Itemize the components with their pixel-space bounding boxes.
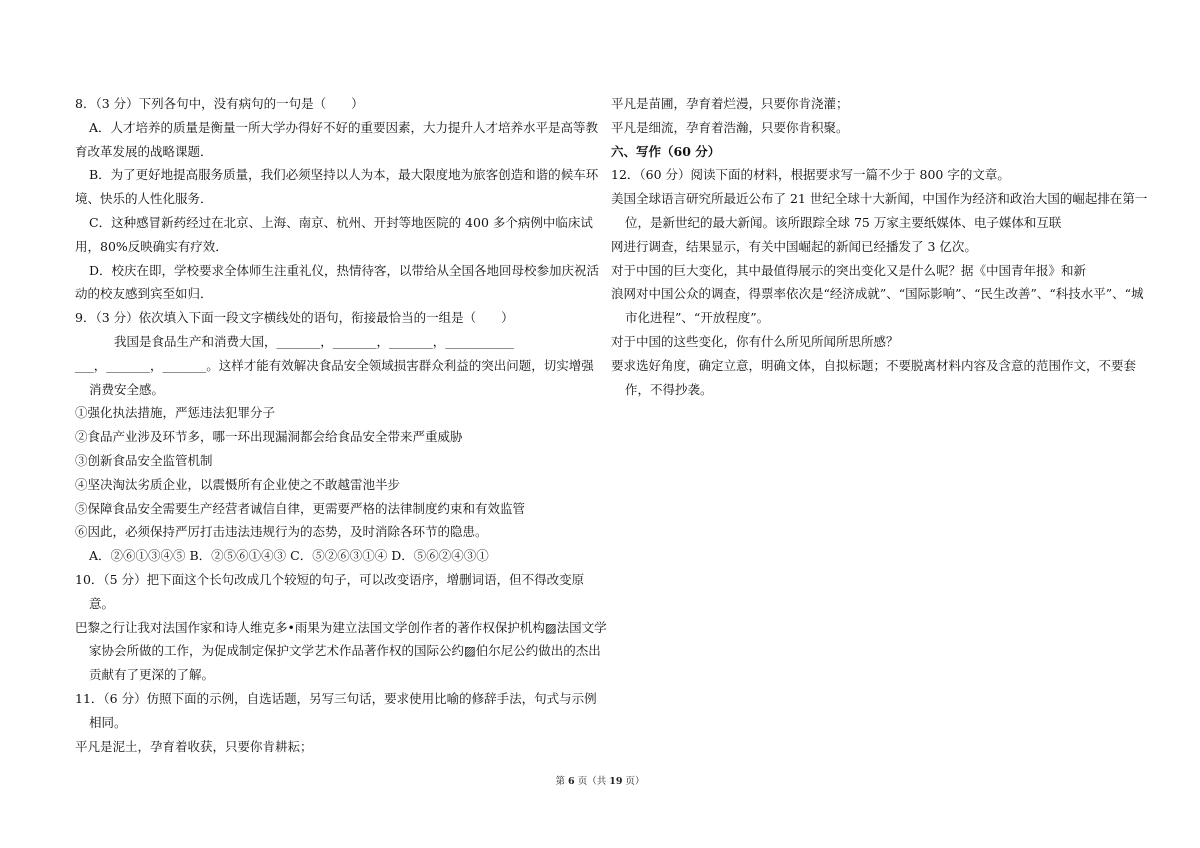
right-text-line: 位，是新世纪的最大新闻。该所跟踪全球 75 万家主要纸媒体、电子媒体和互联 bbox=[625, 214, 1062, 230]
left-text-line: A．人才培养的质量是衡量一所大学办得好不好的重要因素，大力提升人才培养水平是高等教 bbox=[89, 119, 599, 135]
left-text-line: 我国是食品生产和消费大国，_______，_______，_______，___________ bbox=[89, 333, 515, 349]
right-text-line: 作，不得抄袭。 bbox=[625, 381, 713, 397]
right-column bbox=[611, 92, 1148, 401]
left-text-line: B．为了更好地提高服务质量，我们必须坚持以人为本，最大限度地为旅客创造和谐的候车环 bbox=[89, 167, 599, 183]
left-text-line: A．②⑥①③④⑤ B．②⑤⑥①④③ C．⑤②⑥③①④ D．⑤⑥②④③① bbox=[89, 548, 489, 564]
right-text-line: 12．（60 分）阅读下面的材料，根据要求写一篇不少于 800 字的文章。 bbox=[611, 167, 1010, 183]
right-text-line: 要求选好角度，确定立意，明确文体，自拟标题；不要脱离材料内容及含意的范围作文，不要套 bbox=[611, 357, 1137, 373]
left-text-line: 11．（6 分）仿照下面的示例，自选话题，另写三句话，要求使用比喻的修辞手法，句式与示例 bbox=[75, 690, 597, 706]
footer-middle: 页（共 bbox=[574, 776, 610, 787]
left-text-line: 贡献有了更深的了解。 bbox=[89, 667, 215, 683]
left-text-line: ___，_______，_______。这样才能有效解决食品安全领域损害群众利益的突出问题，切实增强 bbox=[75, 357, 594, 373]
left-text-line: 境、快乐的人性化服务． bbox=[75, 191, 213, 207]
right-text-line: 浪网对中国公众的调查，得票率依次是“经济成就”、“国际影响”、“民生改善”、“科技水平”、“城 bbox=[611, 286, 1144, 302]
left-text-line: 家协会所做的工作，为促成制定保护文学艺术作品著作权的国际公约▨伯尔尼公约做出的杰出 bbox=[89, 643, 601, 659]
right-text-line: 平凡是苗圃，孕育着烂漫，只要你肯浇灌； bbox=[611, 96, 849, 111]
right-text-line: 对于中国的巨大变化，其中最值得展示的突出变化又是什么呢？据《中国青年报》和新 bbox=[611, 262, 1087, 278]
footer-prefix: 第 bbox=[555, 776, 569, 787]
footer-suffix: 页） bbox=[622, 776, 645, 787]
right-text-line: 美国全球语言研究所最近公布了 21 世纪全球十大新闻，中国作为经济和政治大国的崛起排在第一 bbox=[611, 191, 1148, 207]
right-text-line: 市化进程”、“开放程度”。 bbox=[625, 310, 770, 326]
left-text-line: 消费安全感。 bbox=[89, 381, 165, 397]
left-text-line: 9．（3 分）依次填入下面一段文字横线处的语句，衔接最恰当的一组是（ ） bbox=[75, 310, 514, 326]
left-text-line: C．这种感冒新药经过在北京、上海、南京、杭州、开封等地医院的 400 多个病例中临床试 bbox=[89, 214, 593, 230]
left-text-line: 意。 bbox=[89, 595, 115, 611]
right-text-line: 网进行调查，结果显示，有关中国崛起的新闻已经播发了 3 亿次。 bbox=[611, 238, 977, 254]
right-text-line: 六、写作（60 分） bbox=[611, 143, 721, 159]
left-text-line: 巴黎之行让我对法国作家和诗人维克多•雨果为建立法国文学创作者的著作权保护机构▨法国文学 bbox=[75, 619, 607, 635]
left-text-line: ④坚决淘汰劣质企业，以震慑所有企业使之不敢越雷池半步 bbox=[75, 476, 401, 492]
left-text-line: 平凡是泥土，孕育着收获，只要你肯耕耘； bbox=[75, 738, 313, 754]
right-text-line: 对于中国的这些变化，你有什么所见所闻所思所感？ bbox=[611, 333, 899, 349]
left-text-line: D．校庆在即，学校要求全体师生注重礼仪，热情待客，以带给从全国各地回母校参加庆祝活 bbox=[89, 262, 600, 278]
left-text-line: ⑤保障食品安全需要生产经营者诚信自律，更需要严格的法律制度约束和有效监管 bbox=[75, 500, 526, 516]
right-text-line: 平凡是细流，孕育着浩瀚，只要你肯积聚。 bbox=[611, 119, 849, 135]
left-text-line: ②食品产业涉及环节多，哪一环出现漏洞都会给食品安全带来严重威胁 bbox=[75, 429, 463, 445]
left-text-line: 育改革发展的战略课题． bbox=[75, 143, 213, 159]
left-column bbox=[75, 92, 607, 758]
left-text-line: ③创新食品安全监管机制 bbox=[75, 452, 213, 468]
left-text-line: 用，80%反映确实有疗效． bbox=[75, 238, 228, 254]
left-text-line: 10．（5 分）把下面这个长句改成几个较短的句子，可以改变语序，增删词语，但不得改变原 bbox=[75, 571, 585, 587]
footer-page-number: 6 bbox=[568, 776, 575, 787]
left-text-line: ⑥因此，必须保持严厉打击违法违规行为的态势，及时消除各环节的隐患。 bbox=[75, 524, 488, 540]
left-text-line: 动的校友感到宾至如归． bbox=[75, 286, 213, 302]
left-text-line: 相同。 bbox=[89, 714, 127, 730]
left-text-line: ①强化执法措施，严惩违法犯罪分子 bbox=[75, 405, 276, 421]
page-footer bbox=[0, 773, 1200, 787]
footer-total-pages: 19 bbox=[609, 776, 623, 787]
left-text-line: 8．（3 分）下列各句中，没有病句的一句是（ ） bbox=[75, 96, 364, 111]
